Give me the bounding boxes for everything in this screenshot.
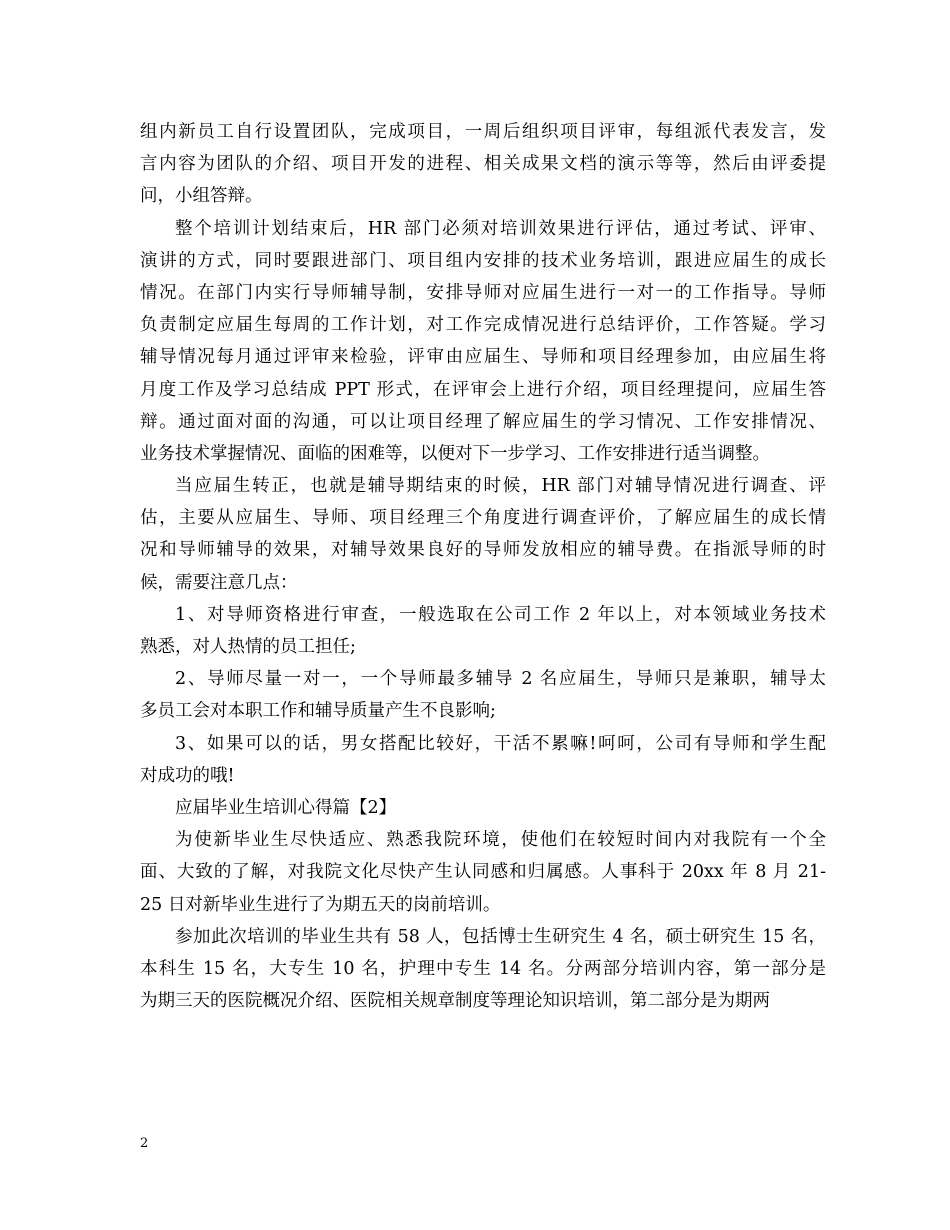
document-body (140, 116, 826, 1017)
paragraph-line: 1、对导师资格进行审查，一般选取在公司工作 2 年以上，对本领域业务技术 (175, 604, 826, 625)
paragraph-line: 情况。在部门内实行导师辅导制，安排导师对应届生进行一对一的工作指导。导师 (140, 282, 826, 303)
paragraph-line: 为期三天的医院概况介绍、医院相关规章制度等理论知识培训，第二部分是为期两 (140, 991, 770, 1012)
paragraph-line: 负责制定应届生每周的工作计划，对工作完成情况进行总结评价，工作答疑。学习 (140, 315, 826, 336)
paragraph-line: 当应届生转正，也就是辅导期结束的时候，HR 部门对辅导情况进行调查、评 (175, 476, 826, 497)
paragraph-line: 应届毕业生培训心得篇【2】 (175, 797, 397, 818)
paragraph-line: 辅导情况每月通过评审来检验，评审由应届生、导师和项目经理参加，由应届生将 (140, 347, 826, 368)
paragraph-line: 25 日对新毕业生进行了为期五天的岗前培训。 (140, 894, 501, 915)
paragraph-line: 对成功的哦! (140, 765, 235, 786)
paragraph-line: 为使新毕业生尽快适应、熟悉我院环境，使他们在较短时间内对我院有一个全 (175, 830, 826, 851)
paragraph-line: 组内新员工自行设置团队，完成项目，一周后组织项目评审，每组派代表发言，发 (140, 122, 826, 142)
paragraph-line: 候，需要注意几点： (140, 572, 298, 593)
paragraph-line: 本科生 15 名，大专生 10 名，护理中专生 14 名。分两部分培训内容，第一部分是 (140, 958, 826, 979)
paragraph-line: 演讲的方式，同时要跟进部门、项目组内安排的技术业务培训，跟进应届生的成长 (140, 250, 826, 271)
page-number: 2 (140, 1136, 149, 1151)
paragraph-line: 问，小组答辩。 (140, 186, 263, 207)
paragraph-line: 月度工作及学习总结成 PPT 形式，在评审会上进行介绍，项目经理提问，应届生答 (140, 379, 826, 400)
paragraph-line: 3、如果可以的话，男女搭配比较好，干活不累嘛!呵呵，公司有导师和学生配 (175, 733, 826, 754)
paragraph-line: 面、大致的了解，对我院文化尽快产生认同感和归属感。人事科于 20xx 年 8 月 21- (140, 862, 826, 883)
paragraph-line: 熟悉，对人热情的员工担任; (140, 637, 356, 657)
paragraph-line: 参加此次培训的毕业生共有 58 人，包括博士生研究生 4 名，硕士研究生 15 名， (175, 926, 826, 947)
paragraph-line: 整个培训计划结束后，HR 部门必须对培训效果进行评估，通过考试、评审、 (175, 218, 826, 239)
paragraph-line: 辩。通过面对面的沟通，可以让项目经理了解应届生的学习情况、工作安排情况、 (140, 411, 826, 432)
paragraph-line: 估，主要从应届生、导师、项目经理三个角度进行调查评价，了解应届生的成长情 (140, 508, 826, 529)
paragraph-line: 2、导师尽量一对一，一个导师最多辅导 2 名应届生，导师只是兼职，辅导太 (175, 669, 826, 690)
paragraph-line: 言内容为团队的介绍、项目开发的进程、相关成果文档的演示等等，然后由评委提 (140, 154, 826, 175)
paragraph-line: 况和导师辅导的效果，对辅导效果良好的导师发放相应的辅导费。在指派导师的时 (140, 540, 826, 561)
paragraph-line: 多员工会对本职工作和辅导质量产生不良影响; (140, 701, 496, 722)
paragraph-line: 业务技术掌握情况、面临的困难等，以便对下一步学习、工作安排进行适当调整。 (140, 443, 770, 464)
